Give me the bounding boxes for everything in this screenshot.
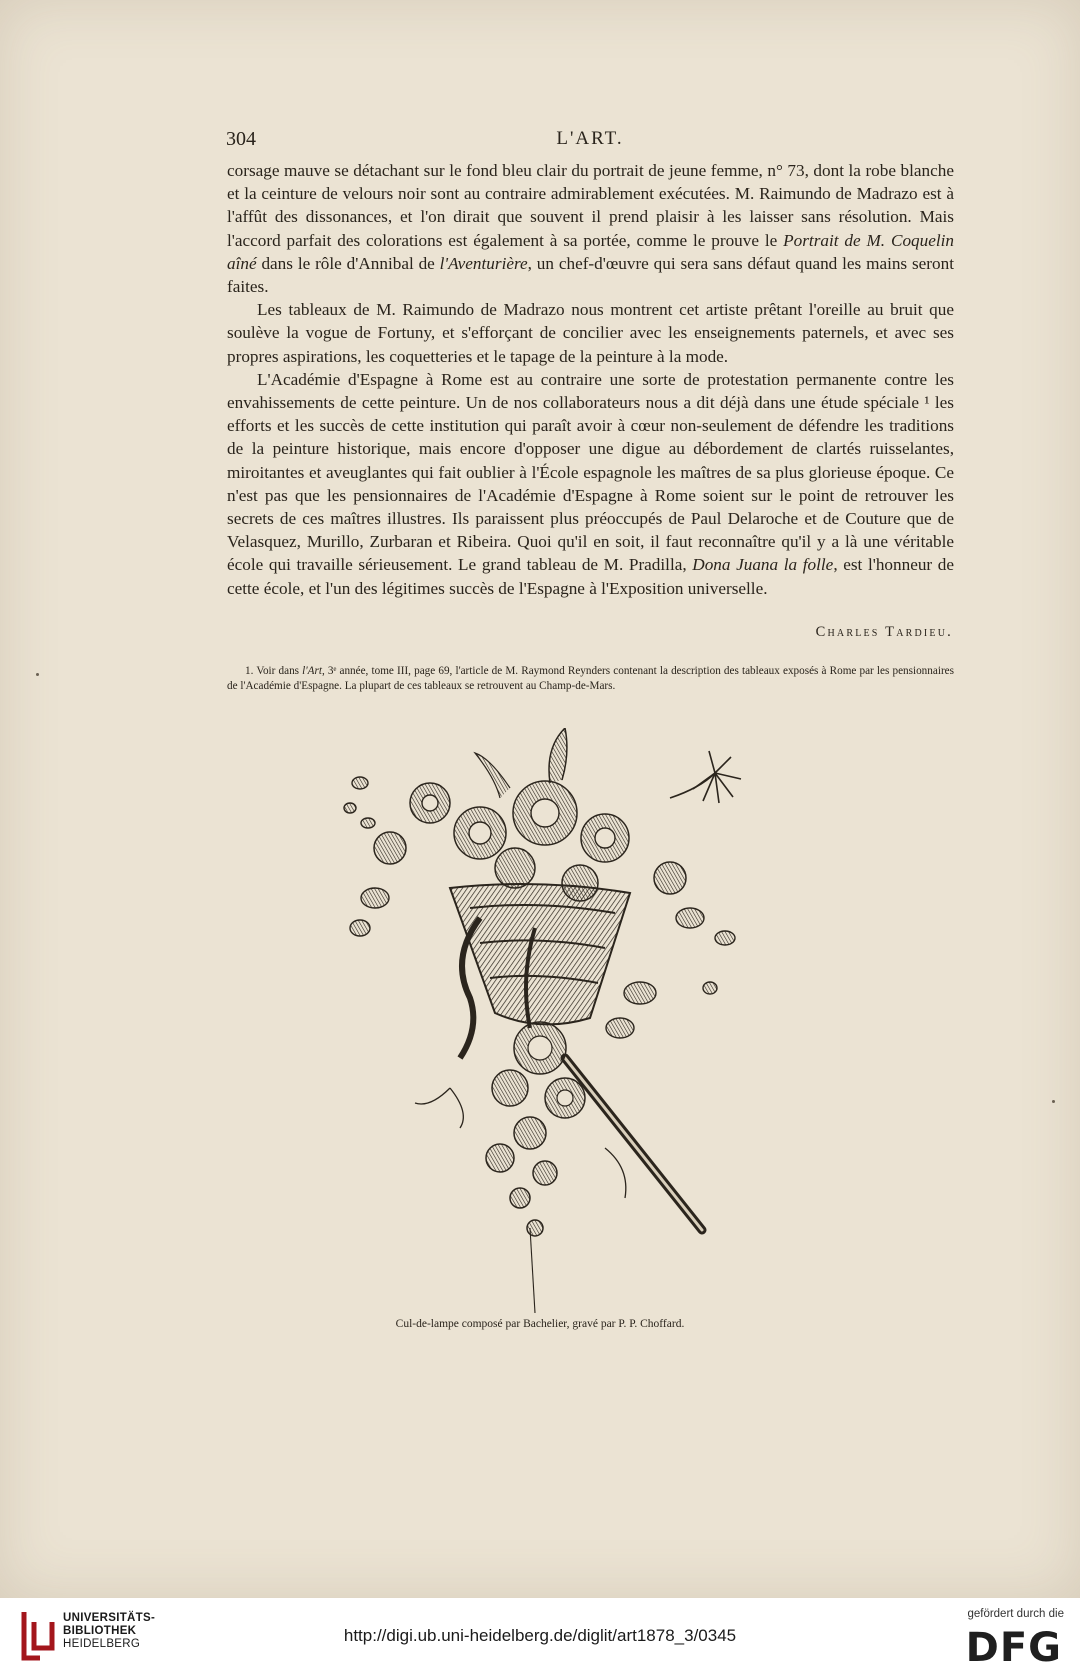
library-line-1: UNIVERSITÄTS-: [63, 1612, 156, 1624]
text-run: , est l'honneur de cette école, et l'un des légitimes succès de l'Espagne à l'Exposition universelle.: [227, 555, 955, 598]
italic-title: l'Art: [302, 665, 322, 677]
running-header: [226, 128, 954, 152]
text-run: 1. Voir dans: [245, 665, 303, 677]
text-run: L'Académie d'Espagne à Rome est au contraire une sorte de protestation permanente contre les envahissements de cette peinture. Un de nos collaborateurs nous a dit déjà dans une étude spéciale ¹ les efforts et les succès de cette institution qui paraît avoir à cœur non-seulement de défendre les traditions de la peinture historique, mais encore d'opposer une digue au débordement de clartés ruisselantes, miroitantes et aveuglantes qui fait oublier à l'École espagnole les maîtres de sa plus glorieuse époque. Ce n'est pas que les pensionnaires de l'Académie d'Espagne à Rome soient sur le point de retrouver les secrets de ces maîtres illustres. Ils paraissent plus préoccupés de Paul Delaroche et de Couture que de Velasquez, Murillo, Zurbaran et Ribeira. Quoi qu'il en soit, il faut reconnaître qu'il y a là une véritable école qui travaille sérieusement. Le grand tableau de M. Pradilla,: [227, 369, 954, 575]
article-body: [227, 159, 954, 600]
author-signature: Charles Tardieu.: [815, 624, 953, 640]
italic-title: Dona Juana la folle: [692, 555, 834, 575]
library-line-2: BIBLIOTHEK: [63, 1625, 137, 1637]
text-run: dans le rôle d'Annibal de: [256, 253, 440, 273]
journal-title: L'ART.: [556, 128, 624, 149]
paragraph-2: [227, 298, 954, 368]
text-run: , un chef-d'œuvre qui sera sans défaut quand les mains seront faites.: [227, 253, 954, 297]
source-url-link[interactable]: http://digi.ub.uni-heidelberg.de/diglit/art1878_3/0345: [343, 1626, 737, 1645]
paragraph-1: [227, 159, 954, 298]
page-number: 304: [226, 128, 256, 150]
footnote: [227, 664, 954, 694]
viewer-footer: [0, 1598, 1080, 1680]
italic-title: Portrait de M. Coquelin aîné: [227, 230, 954, 273]
dfg-logo[interactable]: DFG: [965, 1625, 1062, 1671]
footnote-text: [227, 664, 954, 694]
italic-title: l'Aventurière: [439, 253, 528, 273]
text-run: , 3ᵉ année, tome III, page 69, l'article de M. Raymond Reynders contenant la description des tableaux exposés à Rome par les pensionnaires de l'Académie d'Espagne. La plupart de ces tableaux se retrouvent au Champ-de-Mars.: [227, 665, 954, 692]
scan-speck: [36, 673, 39, 676]
flower-basket-engraving: [330, 728, 750, 1313]
library-line-3: HEIDELBERG: [63, 1638, 141, 1650]
funding-label: gefördert durch die: [967, 1608, 1064, 1620]
scan-speck: [1052, 1100, 1055, 1103]
text-run: Les tableaux de M. Raimundo de Madrazo nous montrent cet artiste prêtant l'oreille au bruit que soulève la vogue de Fortuny, et s'efforçant de concilier avec les enseignements paternels, et avec ses propres aspirations, les coquetteries et le tapage de la peinture à la mode.: [227, 300, 954, 366]
paragraph-3: [227, 368, 954, 600]
illustration-caption: Cul-de-lampe composé par Bachelier, gravé par P. P. Choffard.: [395, 1318, 685, 1330]
text-run: corsage mauve se détachant sur le fond bleu clair du portrait de jeune femme, n° 73, dont la robe blanche et la ceinture de velours noir sont au contraire admirablement exécutées. M. Raimundo de Madrazo est à l'affût des dissonances, et l'on dirait que souvent il prend plaisir à les laisser sans résolution. Mais l'accord parfait des colorations est également à sa portée, comme le prouve le: [227, 161, 954, 250]
